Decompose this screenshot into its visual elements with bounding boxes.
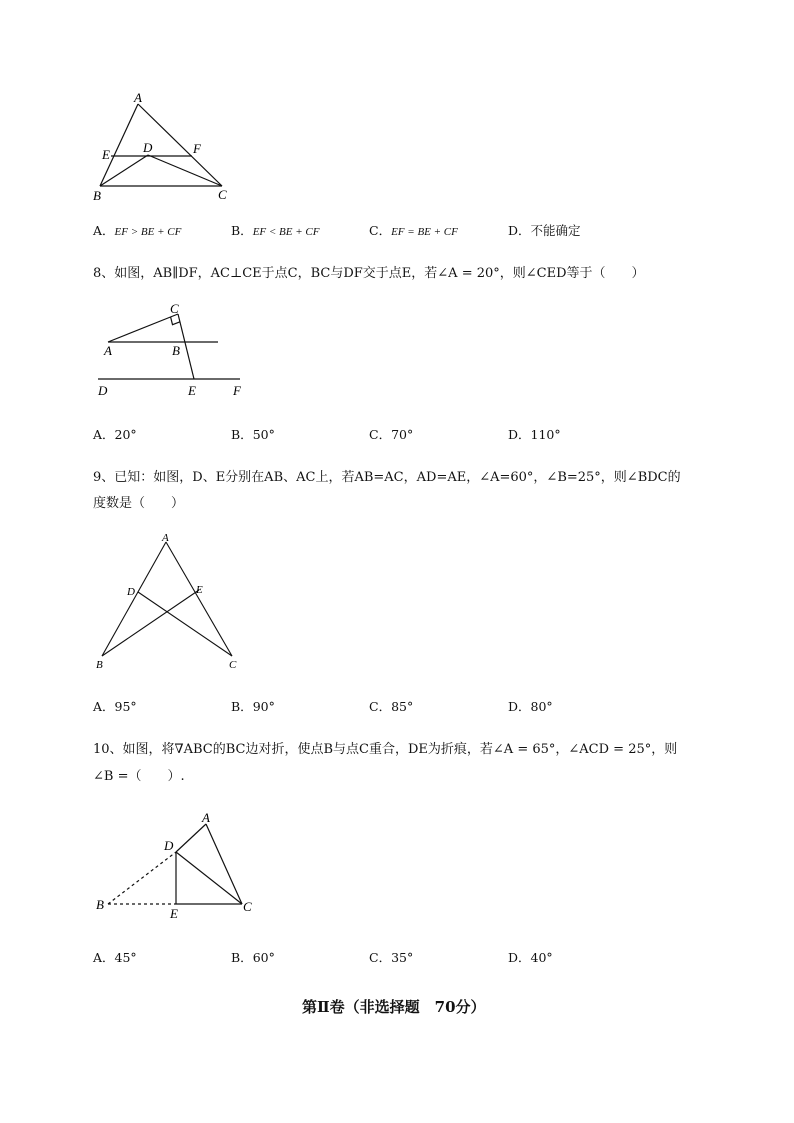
- q9-stem-line1: 9、已知：如图，D、E分别在AB、AC上，若AB=AC，AD=AE，∠A=60°，∠B=25°，则∠BDC的: [93, 470, 681, 485]
- q9-label-e: E: [196, 584, 203, 596]
- q10-segment-dc: [176, 852, 242, 904]
- q7-label-d: D: [143, 140, 153, 155]
- q9-option-d: D．80°: [508, 699, 553, 714]
- q9-segment-ab: [102, 542, 166, 656]
- q9-label-a: A: [162, 532, 169, 544]
- section-title: 第Ⅱ卷（非选择题 70分）: [302, 998, 486, 1016]
- q9-stem-line2: 度数是（ ）: [93, 496, 185, 511]
- q10-dashed-bd: [108, 852, 176, 904]
- q7-label-b: B: [93, 188, 101, 203]
- q10-stem-line2: ∠B =（ ）.: [93, 769, 185, 784]
- q10-segment-da: [176, 824, 206, 852]
- q9-label-b: B: [96, 659, 103, 671]
- q7-label-f: F: [193, 141, 201, 156]
- q8-label-e: E: [188, 383, 196, 398]
- q9-label-d: D: [127, 586, 135, 598]
- q7-option-c: C．EF = BE + CF: [369, 223, 458, 238]
- q7-option-b: B．EF < BE + CF: [231, 223, 320, 238]
- q8-figure: [94, 300, 254, 402]
- q10-option-b: B．60°: [231, 950, 275, 965]
- q9-option-b: B．90°: [231, 699, 275, 714]
- q7-label-e: E: [102, 147, 110, 162]
- q8-label-b: B: [172, 343, 180, 358]
- q7-figure: [86, 92, 246, 204]
- q10-label-e: E: [170, 906, 178, 921]
- q8-label-a: A: [104, 343, 112, 358]
- q8-label-c: C: [170, 301, 179, 316]
- q9-label-c: C: [229, 659, 237, 671]
- q10-label-c: C: [243, 899, 252, 914]
- q8-segment-ce: [178, 314, 194, 379]
- q10-label-d: D: [164, 838, 174, 853]
- q8-option-d: D．110°: [508, 427, 561, 442]
- q8-label-d: D: [98, 383, 108, 398]
- q7-option-d: D．不能确定: [508, 223, 581, 238]
- q10-stem-line1: 10、如图，将∇ABC的BC边对折，使点B与点C重合，DE为折痕，若∠A = 65°，∠ACD = 25°，则: [93, 742, 678, 757]
- q7-label-a: A: [134, 90, 142, 105]
- q8-label-f: F: [233, 383, 241, 398]
- q9-segment-ac: [166, 542, 232, 656]
- q10-segment-ac: [206, 824, 242, 904]
- q9-segment-dc: [138, 592, 232, 656]
- q10-option-c: C．35°: [369, 950, 414, 965]
- q7-option-a: A．EF > BE + CF: [93, 223, 182, 238]
- q10-label-b: B: [96, 897, 104, 912]
- q8-option-c: C．70°: [369, 427, 414, 442]
- q10-figure: [92, 808, 262, 922]
- q7-label-c: C: [218, 187, 227, 202]
- q10-label-a: A: [202, 810, 210, 825]
- q9-option-a: A．95°: [93, 699, 137, 714]
- q8-segment-ac: [108, 314, 178, 342]
- q9-option-c: C．85°: [369, 699, 414, 714]
- q9-figure: [90, 530, 250, 672]
- q8-option-a: A．20°: [93, 427, 137, 442]
- q10-option-a: A．45°: [93, 950, 137, 965]
- q10-option-d: D．40°: [508, 950, 553, 965]
- q8-stem: 8、如图，AB∥DF，AC⊥CE于点C，BC与DF交于点E，若∠A = 20°，则∠CED等于（ ）: [93, 266, 645, 281]
- q7-segment-dc: [148, 155, 222, 186]
- q8-option-b: B．50°: [231, 427, 275, 442]
